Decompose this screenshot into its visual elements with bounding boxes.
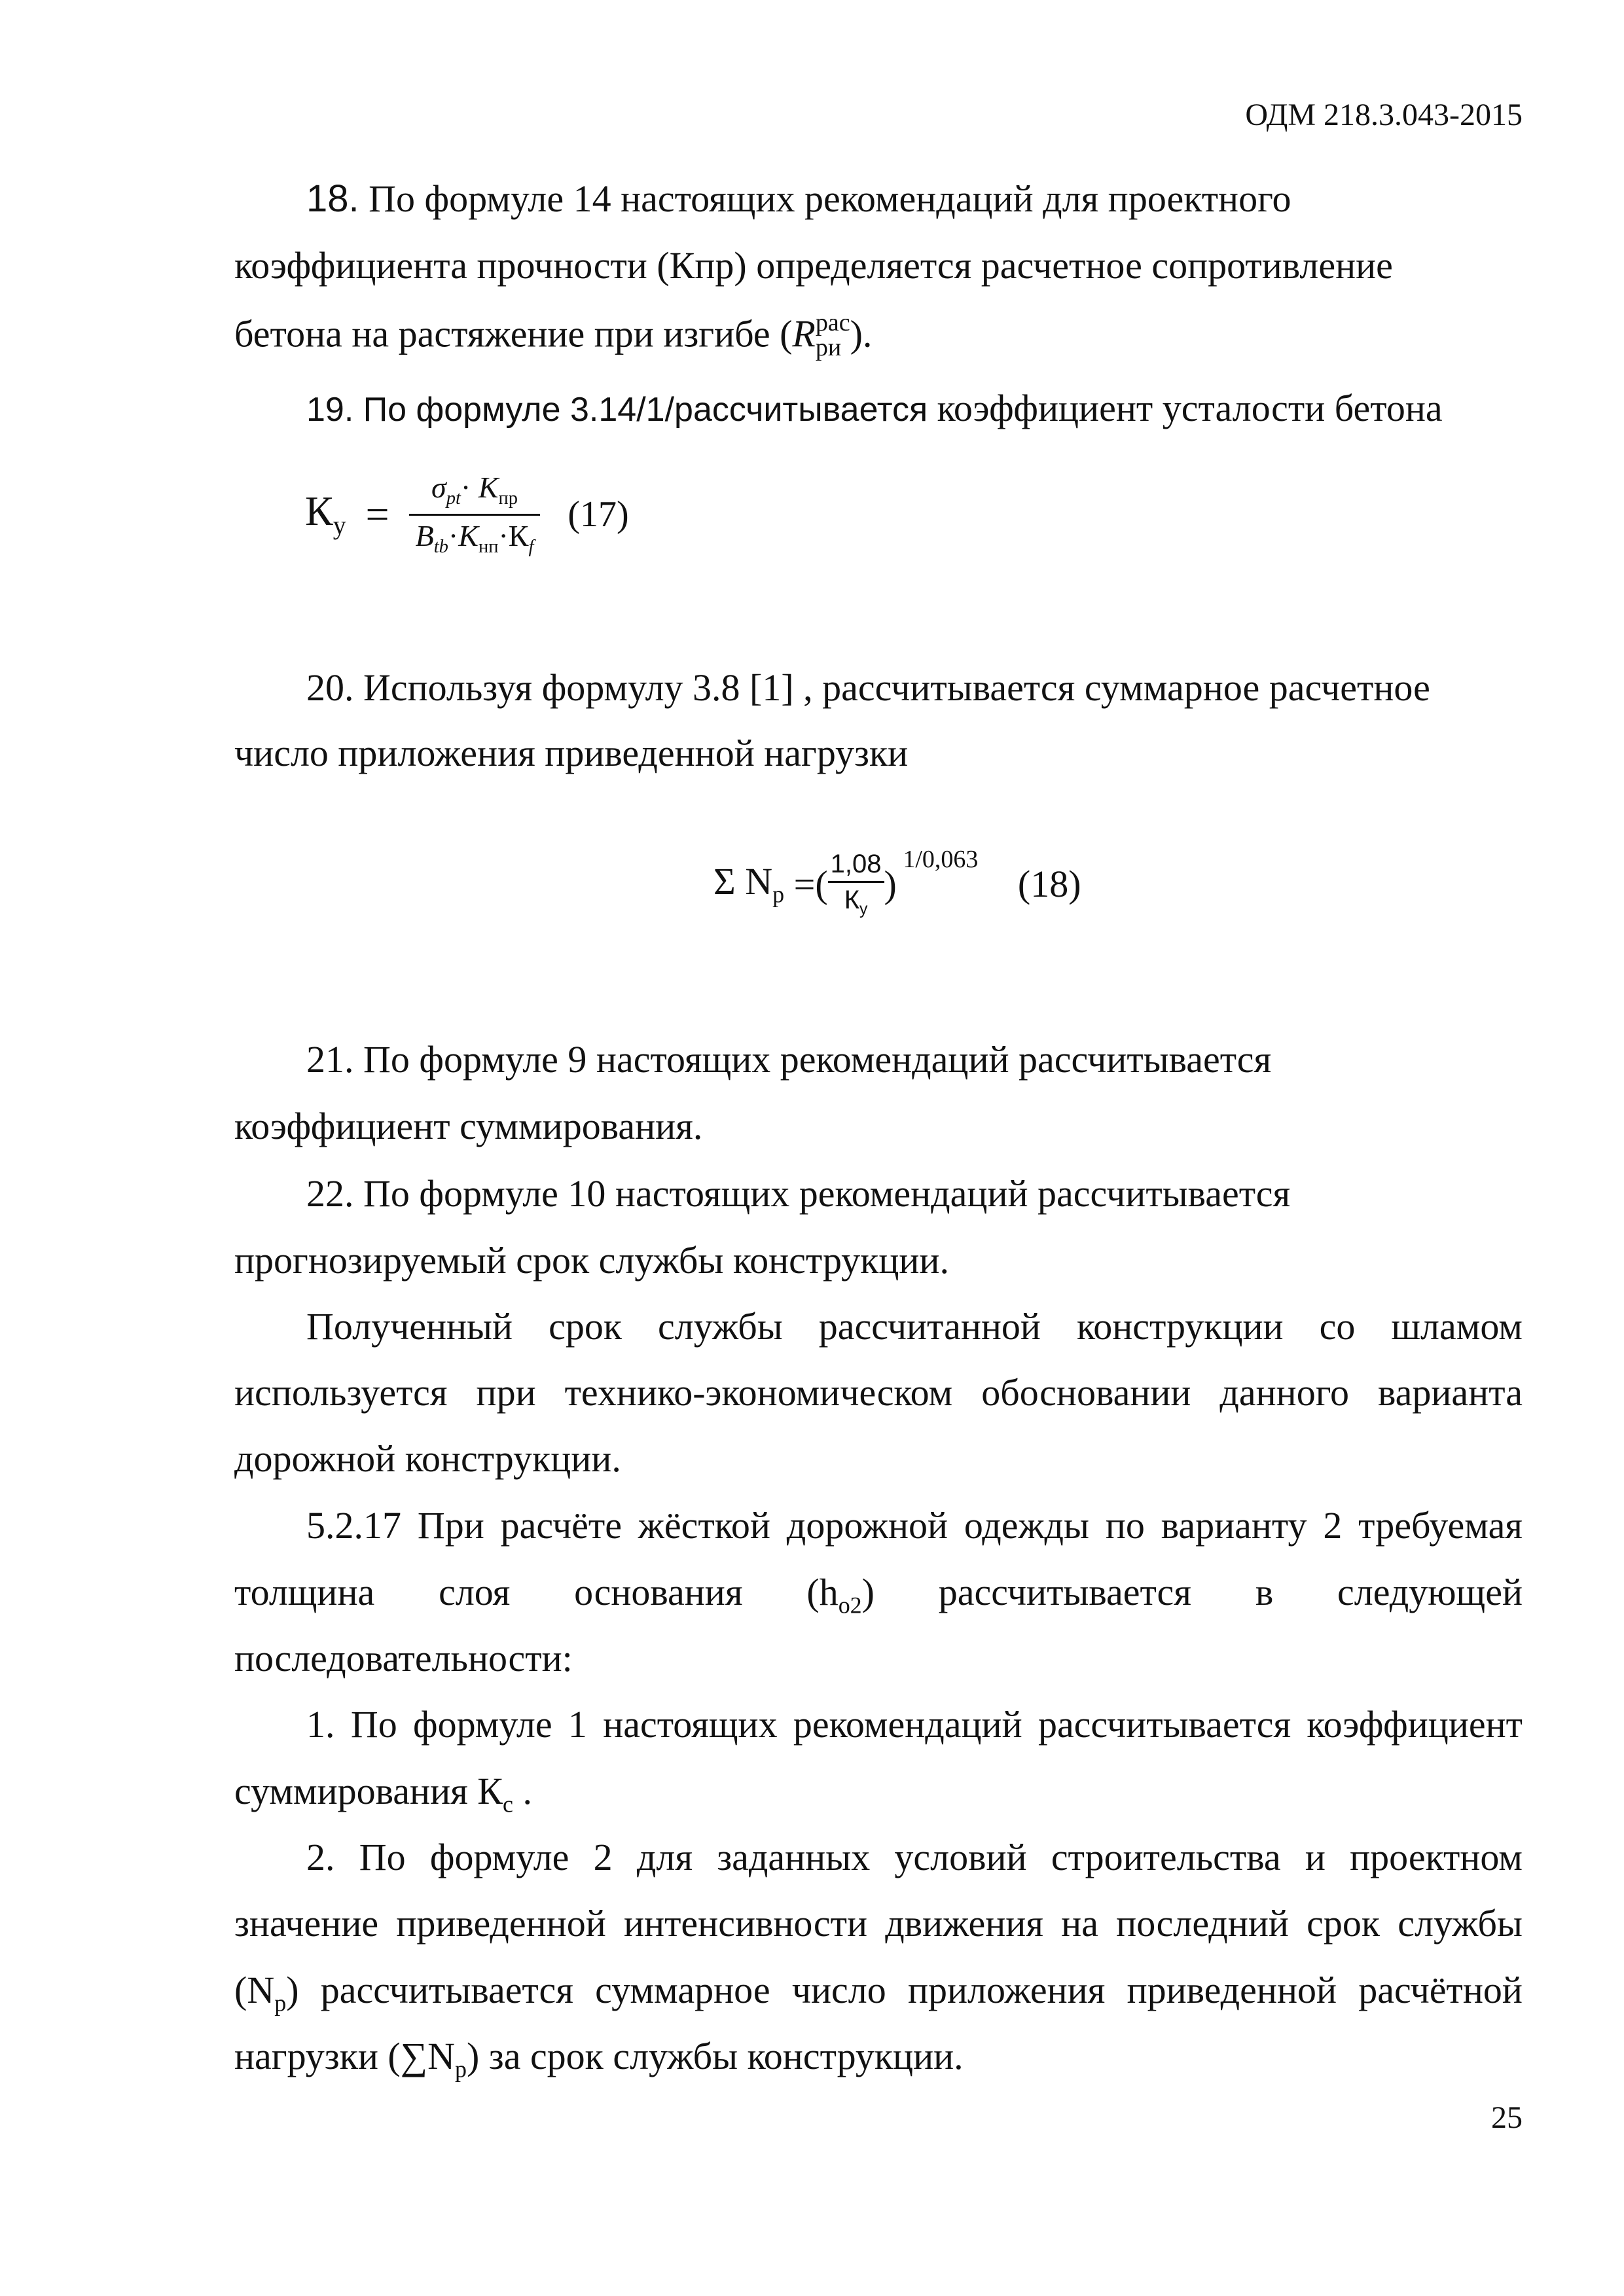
step-1-text: суммирования К — [234, 1770, 503, 1812]
formula-17-den-b-sub: tb — [433, 536, 448, 557]
section-5217-word-3: основания — [574, 1571, 743, 1613]
formula-17-denominator — [409, 516, 541, 557]
step-2-l4-text: нагрузки (∑N — [234, 2035, 455, 2077]
section-5217-word-2: слоя — [439, 1571, 511, 1613]
document-code-header: ОДМ 218.3.043-2015 — [1245, 98, 1523, 132]
r-sub: ри — [815, 334, 842, 361]
formula-17-numerator — [409, 473, 541, 516]
formula-17-num-k: K — [478, 471, 499, 504]
formula-18-label: (18) — [1017, 863, 1081, 906]
section-5217-line-3: последовательности: — [234, 1637, 573, 1679]
step-2-l4-end: ) за срок службы конструкции. — [466, 2035, 964, 2077]
formula-17-sigma-sub: pt — [446, 488, 461, 509]
formula-17 — [305, 473, 629, 556]
item-18-line-1 — [306, 177, 1291, 220]
item-18-number: 18. — [306, 177, 359, 220]
item-19-line-1 — [306, 389, 1443, 427]
formula-17-equals: = — [365, 491, 389, 538]
result-paragraph-line-2: используется при технико-экономическом обосновании данного варианта — [234, 1371, 1523, 1414]
step-2-w5: приведенной — [1127, 1969, 1337, 2011]
r-indices — [816, 310, 850, 360]
result-paragraph-line-3: дорожной конструкции. — [234, 1437, 621, 1480]
formula-17-den-kf: ·К — [498, 518, 529, 552]
step-1-end: . — [513, 1770, 532, 1812]
formula-17-den-k: K — [458, 518, 478, 552]
step-1-k-sub: с — [502, 1791, 513, 1818]
section-5217-word-4: рассчитывается — [938, 1571, 1191, 1613]
formula-17-den-b: B — [415, 518, 434, 552]
item-19-text-serif: коэффициент усталости бетона — [928, 387, 1443, 429]
section-5217-word-1: толщина — [234, 1571, 375, 1613]
item-21-line-2: коэффициент суммирования. — [234, 1105, 703, 1147]
formula-18-sum-sub: р — [772, 881, 785, 908]
formula-17-den-dot1: · — [448, 518, 459, 552]
result-paragraph-line-1: Полученный срок службы рассчитанной конструкции со шламом — [306, 1305, 1523, 1348]
formula-18 — [713, 846, 1081, 918]
formula-18-exponent: 1/0,063 — [896, 846, 979, 873]
formula-18-sum-n: Σ N — [713, 859, 773, 903]
step-2-line-1: 2. По формуле 2 для заданных условий строительства и проектном — [306, 1836, 1523, 1878]
step-2-w3: число — [791, 1969, 886, 2011]
step-2-w2: суммарное — [595, 1969, 770, 2011]
step-2-w1: рассчитывается — [320, 1969, 573, 2011]
symbol-r: R — [792, 312, 816, 355]
section-5217-line-1: 5.2.17 При расчёте жёсткой дорожной одежды по варианту 2 требуемая — [306, 1504, 1523, 1547]
item-21-line-1: 21. По формуле 9 настоящих рекомендаций рассчитывается — [306, 1038, 1272, 1081]
formula-18-denominator — [828, 883, 884, 918]
section-5217-word-5: в — [1255, 1571, 1274, 1613]
step-2-l4-sub: р — [454, 2056, 467, 2083]
formula-18-den-k: К — [844, 886, 860, 914]
formula-18-numerator: 1,08 — [828, 851, 884, 883]
step-2-w6: расчётной — [1358, 1969, 1523, 2011]
step-2-n-open: (N — [234, 1969, 275, 2011]
item-19-text-sans: 19. По формуле 3.14/1/рассчитывается — [306, 391, 928, 429]
r-sup: рас — [815, 309, 850, 336]
formula-18-equals-open: =( — [784, 863, 828, 906]
formula-17-lhs — [305, 487, 346, 540]
section-5217-line-2 — [234, 1573, 1523, 1618]
formula-17-num-k-sub: пр — [498, 488, 518, 509]
step-1-line-2 — [234, 1772, 532, 1817]
formula-17-fraction — [409, 473, 541, 556]
step-2-line-4 — [234, 2037, 964, 2082]
section-5217-h-sub: о2 — [838, 1592, 862, 1619]
formula-17-den-k-sub: нп — [478, 536, 499, 557]
item-20-line-1: 20. Используя формулу 3.8 [1] , рассчитывается суммарное расчетное — [306, 666, 1430, 709]
step-1-line-1: 1. По формуле 1 настоящих рекомендаций рассчитывается коэффициент — [306, 1703, 1523, 1746]
formula-18-sum — [713, 859, 785, 908]
step-2-line-2: значение приведенной интенсивности движения на последний срок службы — [234, 1902, 1523, 1945]
formula-18-close: ) — [884, 863, 897, 906]
item-18-line-3 — [234, 309, 873, 363]
item-18-text-3a: бетона на растяжение при изгибе ( — [234, 312, 793, 355]
item-22-line-1: 22. По формуле 10 настоящих рекомендаций рассчитывается — [306, 1172, 1291, 1215]
step-2-n: $(N_р)$ — [234, 1969, 299, 2017]
item-18-text-1: По формуле 14 настоящих рекомендаций для проектного — [359, 177, 1291, 220]
formula-18-fraction — [828, 851, 884, 918]
item-18-text-3b: ). — [850, 312, 873, 355]
item-20-line-2: число приложения приведенной нагрузки — [234, 732, 909, 774]
page-number: 25 — [1491, 2100, 1523, 2135]
formula-17-den-f: f — [528, 536, 534, 557]
item-22-line-2: прогнозируемый срок службы конструкции. — [234, 1239, 949, 1282]
section-5217-h: $(h_{о2})$ — [806, 1571, 875, 1619]
step-2-n-sub: р — [274, 1990, 287, 2017]
section-5217-word-6: следующей — [1337, 1571, 1523, 1613]
formula-17-lhs-sub: у — [333, 511, 346, 540]
formula-17-num-dot: · — [460, 471, 471, 504]
formula-17-label: (17) — [568, 494, 629, 535]
formula-17-sigma: σ — [431, 471, 446, 504]
item-18-line-2: коэффициента прочности (Кпр) определяется расчетное сопротивление — [234, 244, 1393, 287]
formula-17-lhs-k: К — [305, 487, 333, 534]
step-2-w4: приложения — [907, 1969, 1106, 2011]
formula-18-den-sub: у — [859, 901, 868, 918]
step-2-line-3 — [234, 1971, 1523, 2016]
